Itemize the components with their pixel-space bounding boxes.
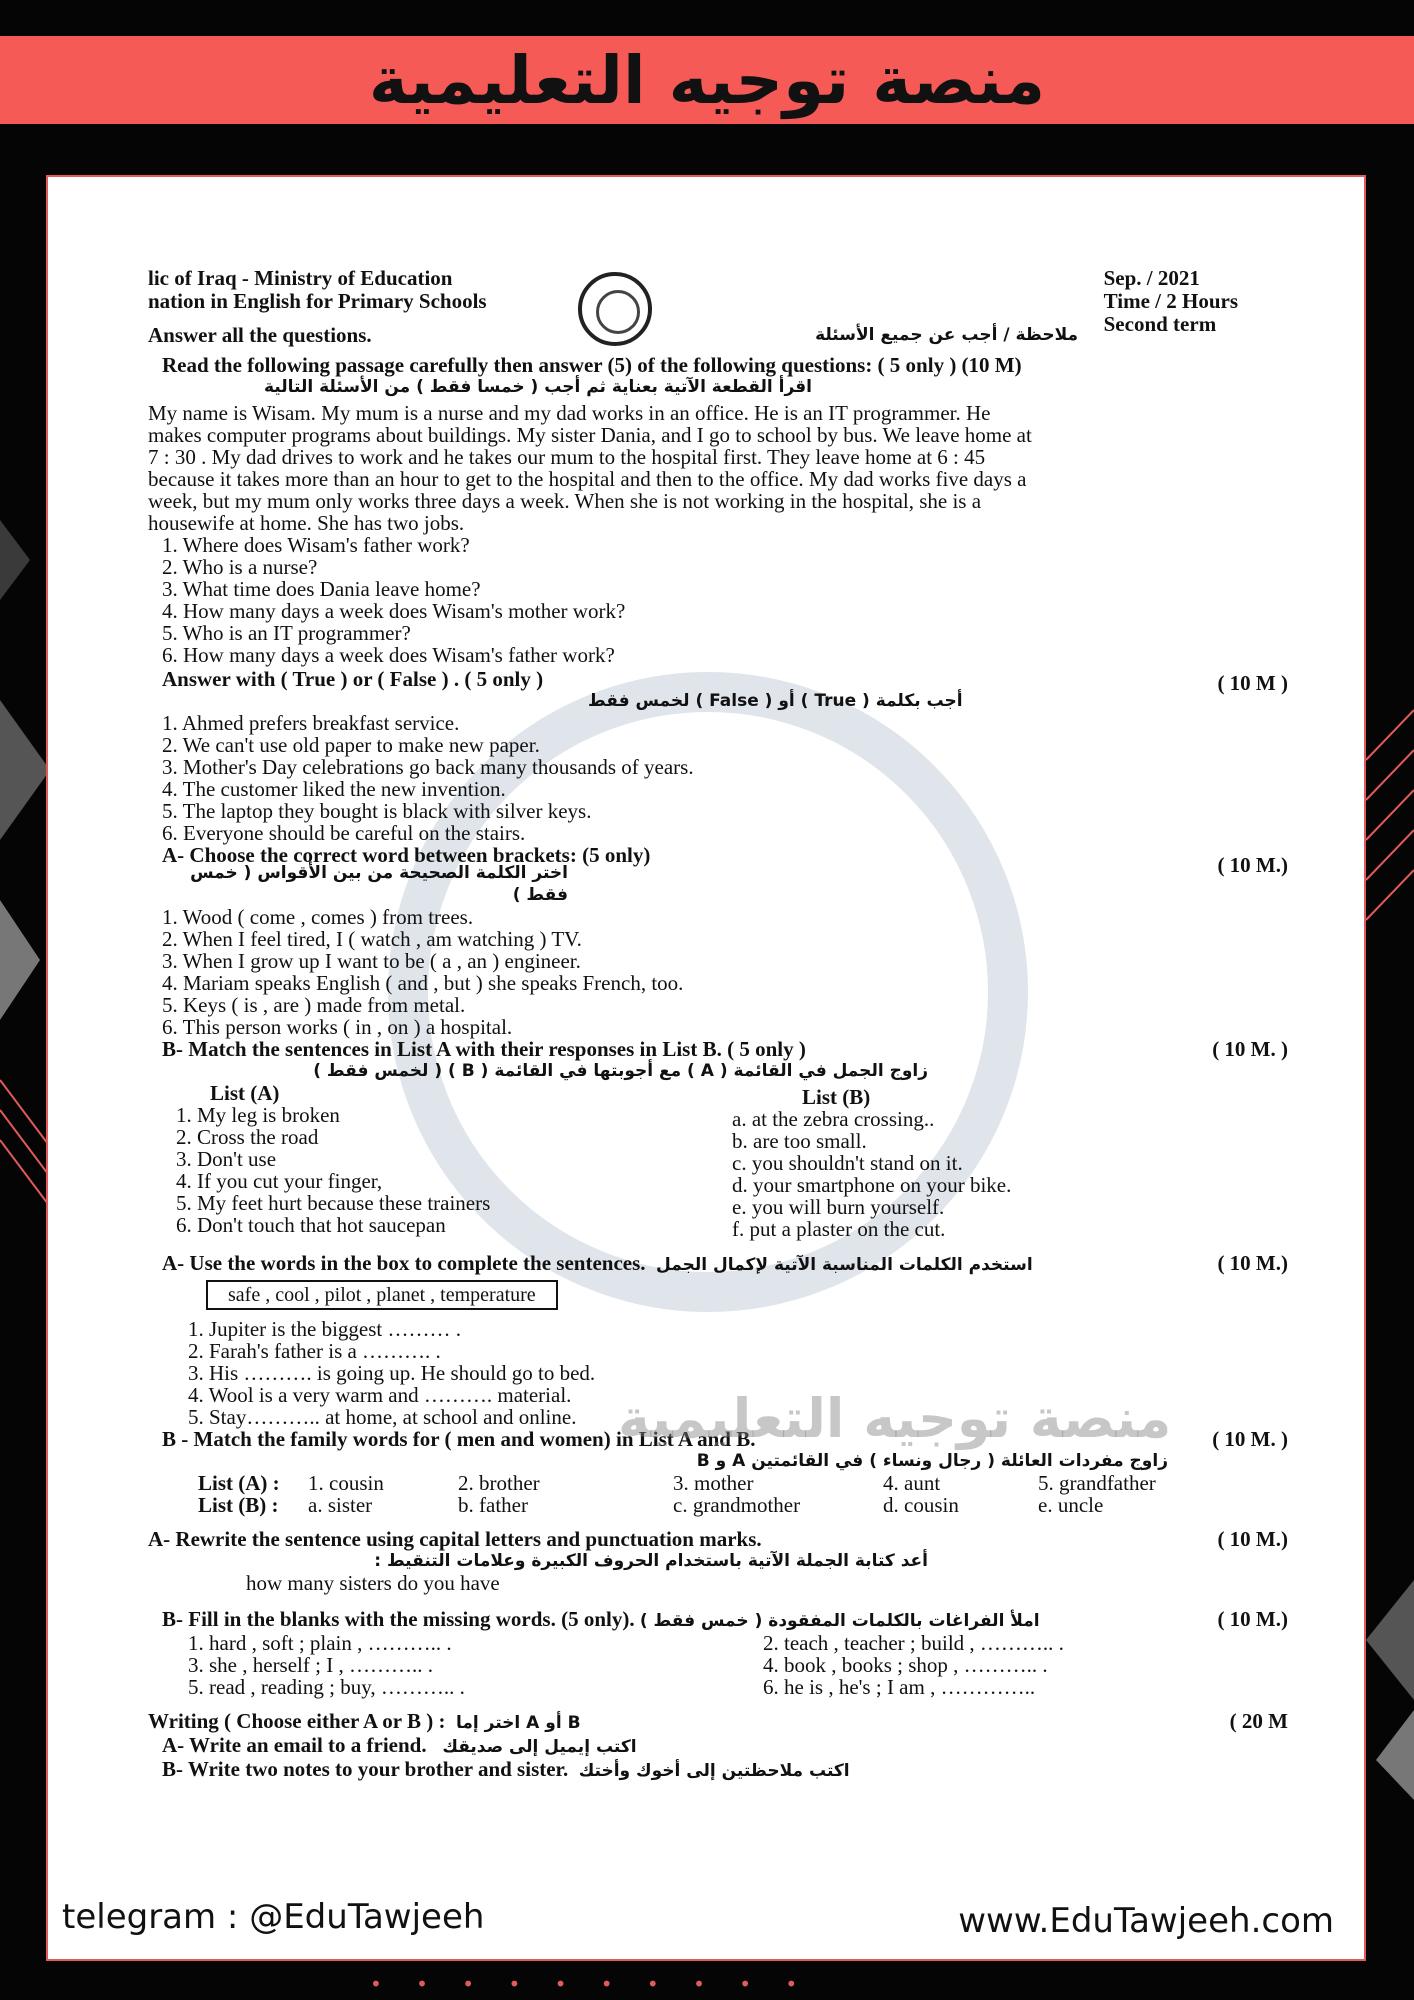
list-item: a. at the zebra crossing..	[732, 1107, 935, 1131]
list-item: 2. Farah's father is a ………. .	[188, 1339, 441, 1363]
q1-title: Read the following passage carefully then answer (5) of the following questions: ( 5 only ) (10 M)	[162, 353, 1022, 377]
q4a-marks: ( 10 M.)	[1217, 1251, 1288, 1275]
q5a-marks: ( 10 M.)	[1217, 1527, 1288, 1551]
list-item: 5. The laptop they bought is black with silver keys.	[162, 799, 592, 823]
list-item: b. are too small.	[732, 1129, 867, 1153]
top-banner	[0, 36, 1414, 124]
list-item: 3. she , herself ; I , ……….. .	[188, 1653, 433, 1677]
q2-marks: ( 10 M )	[1217, 671, 1288, 695]
list-item: a. sister	[308, 1493, 373, 1517]
list-item: 3. His ………. is going up. He should go to bed.	[188, 1361, 596, 1385]
list-item: 4. book , books ; shop , ……….. .	[763, 1653, 1048, 1677]
list-item: 6. Everyone should be careful on the stairs.	[162, 821, 526, 845]
q5b-items	[148, 1632, 1288, 1698]
q6-marks: ( 20 M	[1229, 1709, 1288, 1733]
q2-title-ar: أجب بكلمة ( True ) أو ( False ) لخمس فقط	[588, 691, 963, 711]
list-item: e. you will burn yourself.	[732, 1195, 945, 1219]
q1-passage: My name is Wisam. My mum is a nurse and my dad works in an office. He is an IT programmer. He makes computer programs about buildings. My sister Dania, and I go to school by bus. We leave home at 7 : 30 . My dad drives to work and he takes our mum to the hospital first. They leave home at 6 : 45 because it takes more than an hour to get to the hospital and then to the office. My dad works five days a week, but my mum only works three days a week. When she is not working in the hospital, she is a housewife at home. She has two jobs.	[148, 401, 1032, 535]
list-item: 4. Wool is a very warm and ………. material.	[188, 1383, 572, 1407]
list-item: 2. teach , teacher ; build , ……….. .	[763, 1631, 1064, 1655]
q5a-title: A- Rewrite the sentence using capital letters and punctuation marks.	[148, 1527, 762, 1551]
q4a-title: A- Use the words in the box to complete the sentences.	[162, 1251, 646, 1275]
list-item: 3. What time does Dania leave home?	[162, 577, 481, 601]
list-item: 6. How many days a week does Wisam's father work?	[162, 643, 615, 667]
header-term: Second term	[1103, 312, 1217, 336]
word-box: safe , cool , pilot , planet , temperature	[206, 1280, 558, 1310]
list-item: 1. hard , soft ; plain , ……….. .	[188, 1631, 452, 1655]
list-item: 2. Who is a nurse?	[162, 555, 318, 579]
list-item: 1. My leg is broken	[176, 1103, 340, 1127]
q4b-lists	[148, 1472, 1288, 1516]
list-item: 6. he is , he's ; I am , …………..	[763, 1675, 1036, 1699]
q3b-list-b-label: List (B)	[802, 1085, 871, 1109]
list-item: 2. When I feel tired, I ( watch , am watching ) TV.	[162, 927, 582, 951]
list-item: e. uncle	[1038, 1493, 1104, 1517]
q3a-marks: ( 10 M.)	[1217, 853, 1288, 877]
instruction: Answer all the questions.	[148, 323, 372, 347]
list-item: 3. mother	[673, 1471, 754, 1495]
list-item: 4. How many days a week does Wisam's mother work?	[162, 599, 626, 623]
q4b-title-ar: زاوج مفردات العائلة ( رجال ونساء ) في القائمتين A و B	[696, 1451, 1168, 1471]
list-item: 2. brother	[458, 1471, 540, 1495]
q6-title: Writing ( Choose either A or B ) :	[148, 1709, 446, 1733]
footer-dots: • • • • • • • • • •	[370, 1972, 812, 1996]
list-item: d. your smartphone on your bike.	[732, 1173, 1012, 1197]
list-item: 1. cousin	[308, 1471, 384, 1495]
list-item: 5. Stay……….. at home, at school and online.	[188, 1405, 577, 1429]
list-item: 5. Who is an IT programmer?	[162, 621, 411, 645]
footer-website[interactable]: www.EduTawjeeh.com	[958, 1901, 1334, 1941]
q5b-title: B- Fill in the blanks with the missing words. (5 only).	[162, 1607, 635, 1631]
list-item: 3. When I grow up I want to be ( a , an ) engineer.	[162, 949, 581, 973]
exam-paper	[46, 175, 1366, 1961]
q5b-marks: ( 10 M.)	[1217, 1607, 1288, 1631]
q3a-title-ar: اختر الكلمة الصحيحة من بين الأقواس ( خمس فقط )	[190, 863, 568, 905]
footer-telegram[interactable]: telegram : @EduTawjeeh	[62, 1897, 485, 1937]
list-item: 6. Don't touch that hot saucepan	[176, 1213, 446, 1237]
exam-content	[148, 267, 1288, 1782]
q3b-marks: ( 10 M. )	[1212, 1037, 1288, 1061]
list-item: d. cousin	[883, 1493, 959, 1517]
q6-option-a-ar: اكتب إيميل إلى صديقك	[442, 1737, 637, 1757]
list-item: c. you shouldn't stand on it.	[732, 1151, 963, 1175]
list-item: c. grandmother	[673, 1493, 801, 1517]
list-item: 1. Where does Wisam's father work?	[162, 533, 470, 557]
list-item: 5. Keys ( is , are ) made from metal.	[162, 993, 466, 1017]
list-item: 1. Ahmed prefers breakfast service.	[162, 711, 460, 735]
list-item: 3. Don't use	[176, 1147, 277, 1171]
list-item: 5. My feet hurt because these trainers	[176, 1191, 491, 1215]
q4b-title: B - Match the family words for ( men and women) in List A and B.	[162, 1427, 756, 1451]
list-item: 3. Mother's Day celebrations go back many thousands of years.	[162, 755, 694, 779]
q3a-title: A- Choose the correct word between brackets: (5 only)	[162, 843, 651, 867]
q3b-title: B- Match the sentences in List A with their responses in List B. ( 5 only )	[162, 1037, 806, 1061]
list-item: f. put a plaster on the cut.	[732, 1217, 946, 1241]
header-exam-name: nation in English for Primary Schools	[148, 289, 487, 313]
list-item: 2. We can't use old paper to make new paper.	[162, 733, 540, 757]
q4b-list-b-label: List (B) :	[198, 1493, 279, 1517]
q5a-sentence: how many sisters do you have	[246, 1571, 500, 1595]
q2-title: Answer with ( True ) or ( False ) . ( 5 only )	[162, 667, 544, 691]
q5a-title-ar: أعد كتابة الجملة الآتية باستخدام الحروف الكبيرة وعلامات التنقيط :	[374, 1551, 928, 1571]
list-item: b. father	[458, 1493, 528, 1517]
q6-title-ar: اختر إما A أو B	[456, 1713, 581, 1733]
q4b-marks: ( 10 M. )	[1212, 1427, 1288, 1451]
q1-questions	[148, 534, 1288, 666]
list-item: 2. Cross the road	[176, 1125, 319, 1149]
list-item: 4. The customer liked the new invention.	[162, 777, 506, 801]
watermark-text: منصة توجيه التعليمية	[618, 1387, 1172, 1450]
q6-option-b-ar: اكتب ملاحظتين إلى أخوك وأختك	[578, 1761, 850, 1781]
q6-option-b: B- Write two notes to your brother and sister.	[162, 1757, 569, 1781]
q4a-title-ar: استخدم الكلمات المناسبة الآتية لإكمال الجمل	[656, 1255, 1033, 1275]
q3b-list-a-label: List (A)	[210, 1081, 280, 1105]
banner-title: منصة توجيه التعليمية	[368, 41, 1046, 119]
q3b-title-ar: زاوج الجمل في القائمة ( A ) مع أجوبتها في القائمة ( B ) ( لخمس فقط )	[313, 1061, 928, 1081]
right-decoration	[1366, 700, 1414, 1800]
header-ministry: lic of Iraq - Ministry of Education	[148, 266, 453, 290]
list-item: 4. aunt	[883, 1471, 941, 1495]
list-item: 5. grandfather	[1038, 1471, 1156, 1495]
list-item: 4. If you cut your finger,	[176, 1169, 383, 1193]
header-time: Time / 2 Hours	[1103, 289, 1238, 313]
header-date: Sep. / 2021	[1103, 266, 1200, 290]
q2-items	[148, 712, 1288, 844]
list-item: 1. Jupiter is the biggest ……… .	[188, 1317, 461, 1341]
q3b-lists	[148, 1082, 1288, 1240]
list-item: 6. This person works ( in , on ) a hospital.	[162, 1015, 513, 1039]
q1-title-ar: اقرأ القطعة الآتية بعناية ثم أجب ( خمسا فقط ) من الأسئلة التالية	[263, 377, 813, 397]
q3a-items	[148, 906, 1288, 1038]
instruction-ar: ملاحظة / أجب عن جميع الأسئلة	[815, 325, 1078, 345]
q5b-title-ar: املأ الفراغات بالكلمات المفقودة ( خمس فقط )	[639, 1611, 1040, 1631]
q4b-list-a-label: List (A) :	[198, 1471, 280, 1495]
list-item: 1. Wood ( come , comes ) from trees.	[162, 905, 474, 929]
q6-option-a: A- Write an email to a friend.	[162, 1733, 427, 1757]
list-item: 4. Mariam speaks English ( and , but ) she speaks French, too.	[162, 971, 684, 995]
list-item: 5. read , reading ; buy, ……….. .	[188, 1675, 465, 1699]
